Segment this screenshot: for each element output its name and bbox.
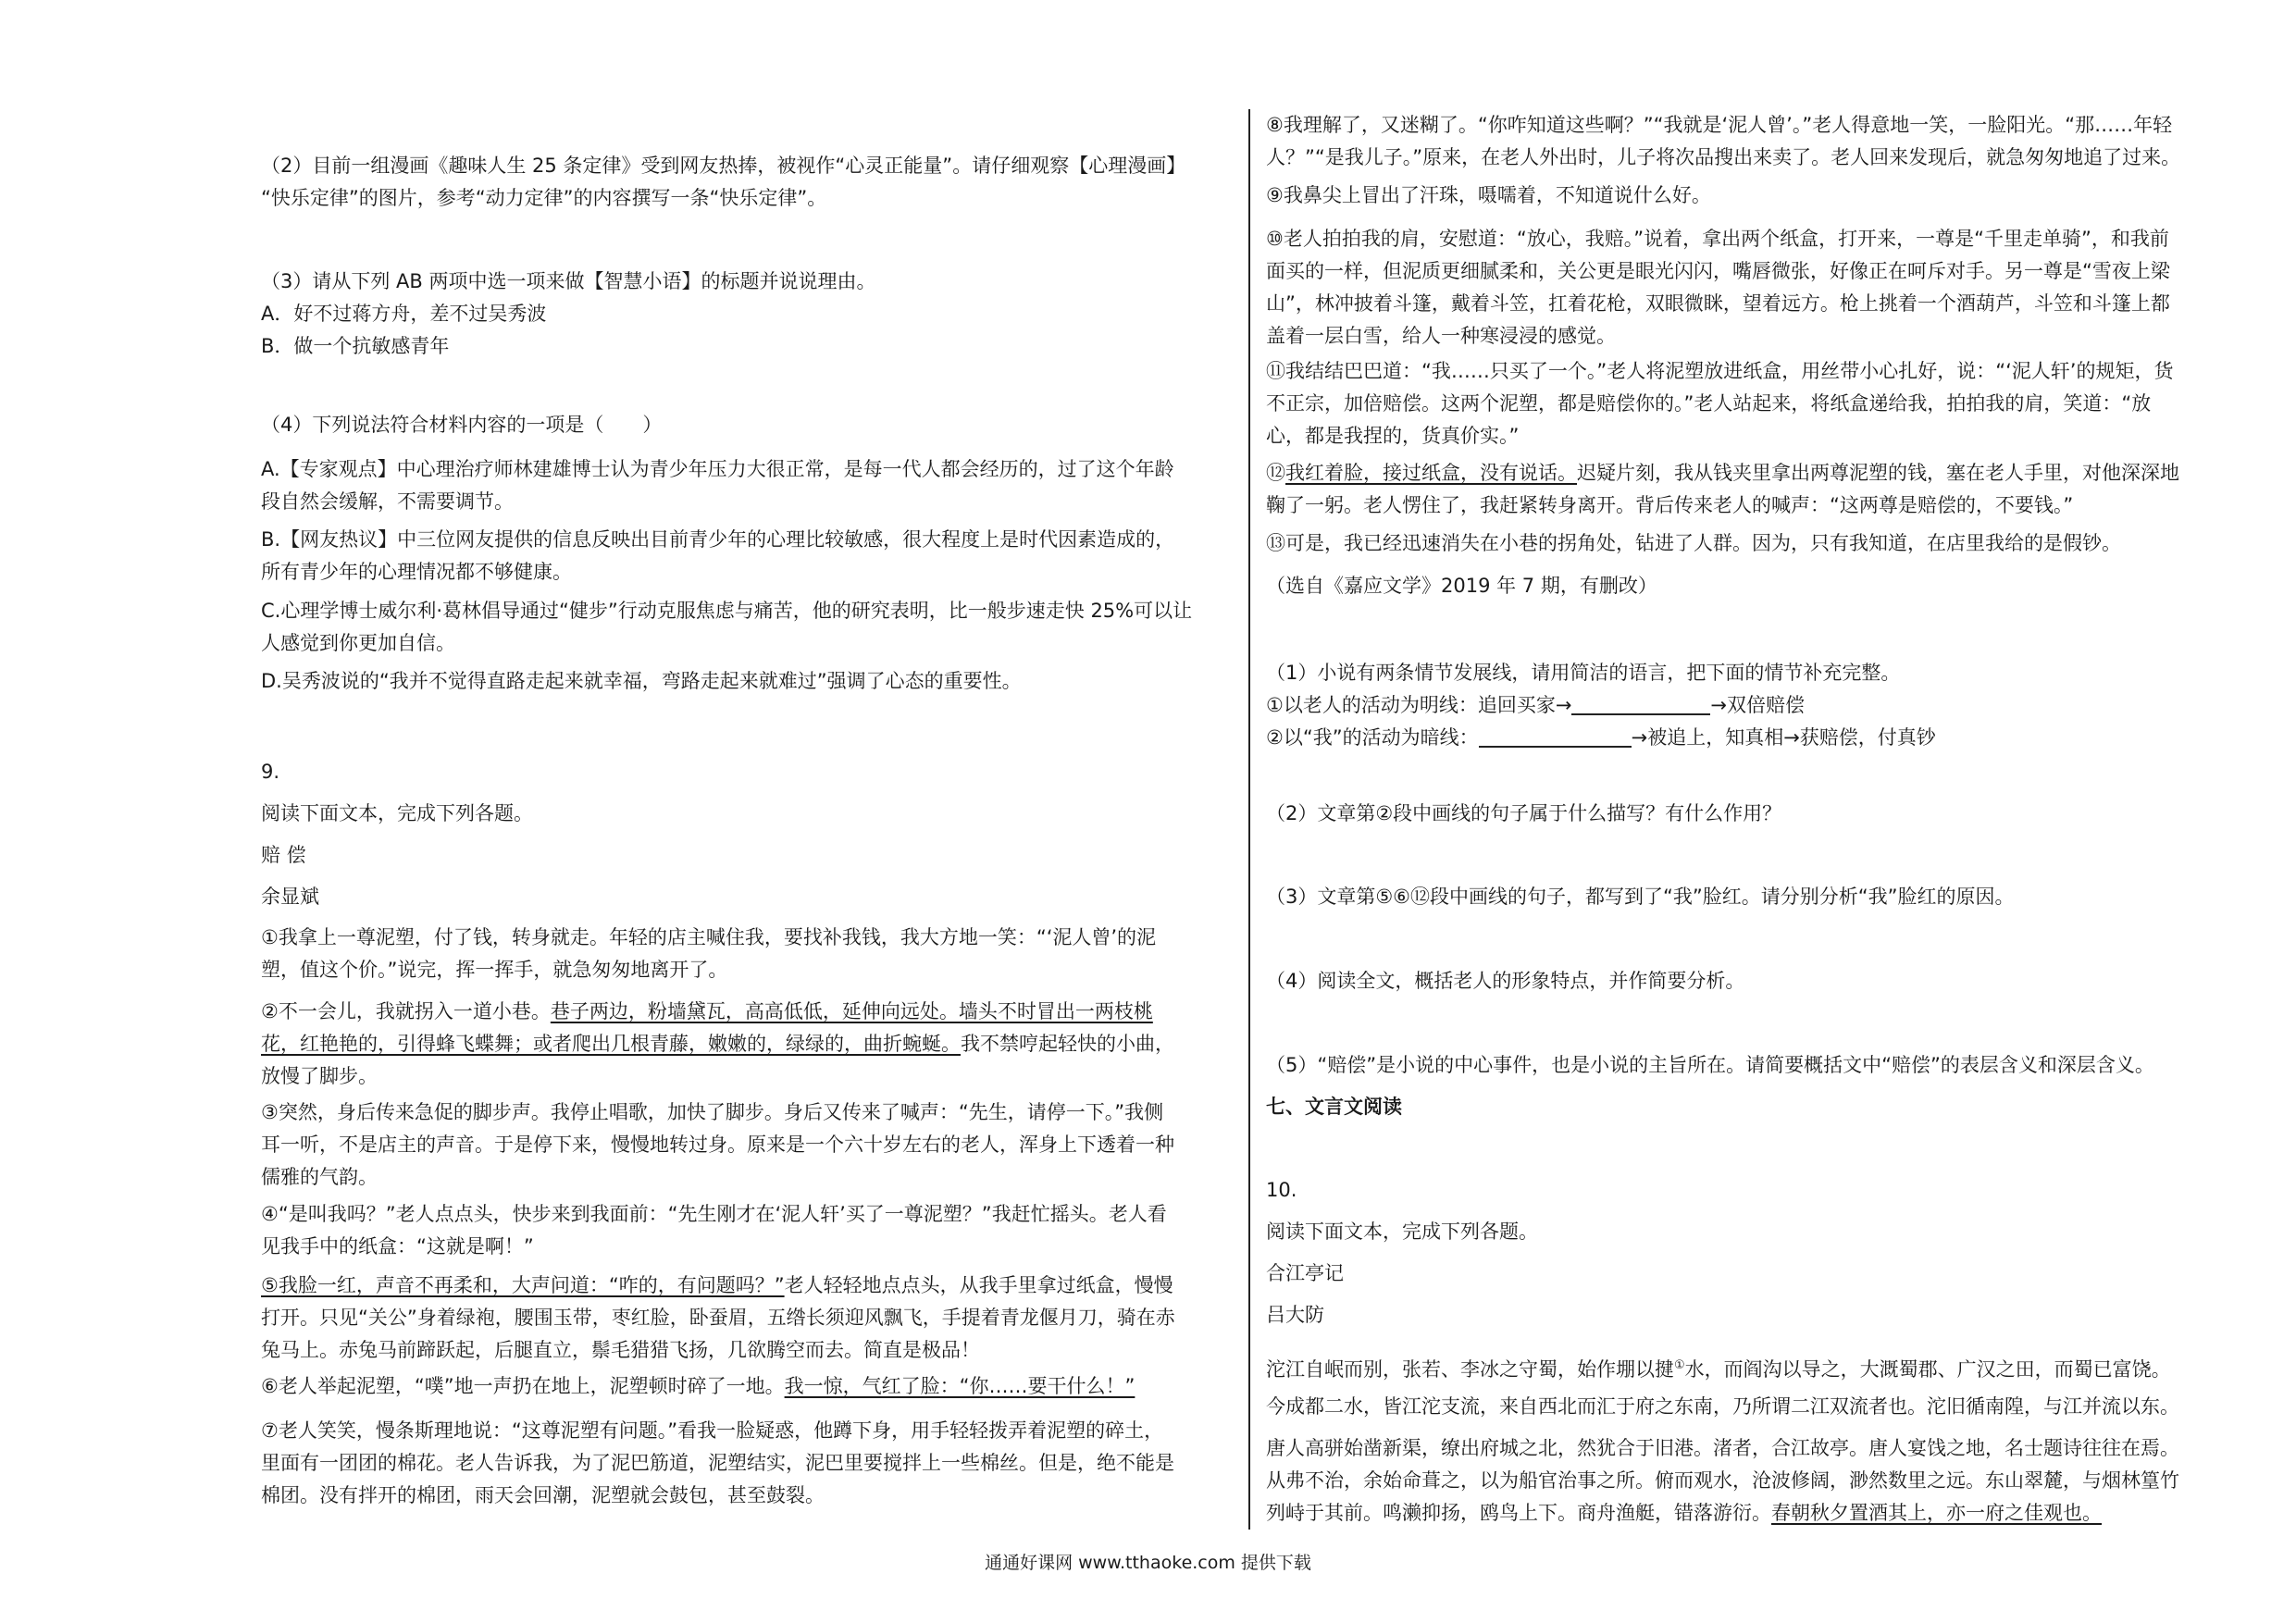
underlined-sentence: 我一惊，气红了脸：“你……要干什么！” [784, 1375, 1136, 1397]
reading-instruction: 阅读下面文本，完成下列各题。 [1266, 1220, 1538, 1243]
section-heading: 七、文言文阅读 [1266, 1096, 1402, 1118]
question-3: （3）请从下列 AB 两项中选一项来做【智慧小语】的标题并说说理由。 A．好不过蒋方舟，差不过吴秀波 B．做一个抗敏感青年 [261, 266, 1228, 363]
paragraph-5: ⑤我脸一红，声音不再柔和，大声问道：“咋的，有问题吗？”老人轻轻地点点头，从我手里拿过纸盒，慢慢 打开。只见“关公”身着绿袍，腰围玉带，枣红脸，卧蚕眉，五绺长须迎风飘飞，手提着青龙偃月刀，骑在赤 兔马上。赤兔马前蹄跃起，后腿直立，鬃毛猎猎飞扬，几欲腾空而去。简直是极品！ [261, 1274, 1175, 1361]
question-2: （2）目前一组漫画《趣味人生 25 条定律》受到网友热捧，被视作“心灵正能量”。请仔细观察【心理漫画】 “快乐定律”的图片，参考“动力定律”的内容撰写一条“快乐定律”。 [261, 155, 1186, 209]
classical-paragraph-1: 沱江自岷而别，张若、李冰之守蜀，始作堋以揵①水，而阎沟以导之，大溉蜀郡、广汉之田，而蜀已富饶。 [1266, 1358, 2171, 1381]
question-4: （4）阅读全文，概括老人的形象特点，并作简要分析。 [1266, 970, 1745, 992]
paragraph-10: ⑩老人拍拍我的肩，安慰道：“放心，我赔。”说着，拿出两个纸盒，打开来，一尊是“千里走单骑”，和我前 面买的一样，但泥质更细腻柔和，关公更是眼光闪闪，嘴唇微张，好像正在呵斥对手。另一尊是“雪夜上梁 山”，林冲披着斗篷，戴着斗笠，扛着花枪，双眼微眯，望着远方。枪上挑着一个酒葫芦，斗笠和斗篷上都 盖着一层白雪，给人一种寒浸浸的感觉。 [1266, 228, 2170, 347]
classical-title: 合江亭记 [1266, 1262, 1344, 1284]
paragraph-13: ⑬可是，我已经迅速消失在小巷的拐角处，钻进了人群。因为，只有我知道，在店里我给的是假钞。 [1266, 532, 2121, 554]
paragraph-11: ⑪我结结巴巴道：“我……只买了一个。”老人将泥塑放进纸盒，用丝带小心扎好，说：“‘泥人轩’的规矩，货 不正宗，加倍赔偿。这两个泥塑，都是赔偿你的。”老人站起来，将纸盒递给我，拍拍我的肩，笑道：“放 心，都是我捏的，货真价实。” [1266, 360, 2174, 447]
classical-paragraph-2: 今成都二水，皆江沱支流，来自西北而汇于府之东南，乃所谓二江双流者也。沱旧循南隍，与江并流以东。 [1266, 1395, 2179, 1418]
paragraph-12: ⑫我红着脸，接过纸盒，没有说话。迟疑片刻，我从钱夹里拿出两尊泥塑的钱，塞在老人手里，对他深深地 鞠了一躬。老人愣住了，我赶紧转身离开。背后传来老人的喊声：“这两尊是赔偿的，不要钱。” [1266, 462, 2179, 516]
question-4-option-d: D.吴秀波说的“我并不觉得直路走起来就幸福，弯路走起来就难过”强调了心态的重要性。 [261, 670, 1022, 692]
question-2: （2）文章第②段中画线的句子属于什么描写？有什么作用？ [1266, 802, 1782, 824]
question-4-option-c: C.心理学博士威尔利·葛林倡导通过“健步”行动克服焦虑与痛苦，他的研究表明，比一般步速走快 25%可以让 人感觉到你更加自信。 [261, 600, 1193, 654]
paragraph-4: ④“是叫我吗？”老人点点头，快步来到我面前：“先生刚才在‘泥人轩’买了一尊泥塑？”我赶忙摇头。老人看 见我手中的纸盒：“这就是啊！” [261, 1203, 1167, 1258]
underlined-sentence: 春朝秋夕置酒其上，亦一府之佳观也。 [1771, 1502, 2102, 1524]
underlined-sentence: ⑤我脸一红，声音不再柔和，大声问道：“咋的，有问题吗？” [261, 1274, 785, 1296]
story-author: 余显斌 [261, 886, 319, 908]
question-5: （5）“赔偿”是小说的中心事件，也是小说的主旨所在。请简要概括文中“赔偿”的表层含义和深层含义。 [1266, 1054, 2154, 1076]
underlined-sentence: 我红着脸，接过纸盒，没有说话。 [1285, 462, 1577, 484]
classical-author: 吕大防 [1266, 1304, 1324, 1326]
classical-paragraph-3: 唐人高骈始凿新渠，缭出府城之北，然犹合于旧港。渚者，合江故亭。唐人宴饯之地，名士题诗往往在焉。 从弗不治，余始命葺之，以为船官治事之所。俯而观水，沧波修阔，渺然数里之远。东山翠麓，与烟林篁竹 列峙于其前。鸣濑抑扬，鸥鸟上下。商舟渔艇，错落游衍。春朝秋夕置酒其上，亦一府之佳观也。 [1266, 1437, 2179, 1524]
question-number-10: 10. [1266, 1179, 1297, 1201]
answer-blank [1479, 725, 1632, 748]
paragraph-7: ⑦老人笑笑，慢条斯理地说：“这尊泥塑有问题。”看我一脸疑惑，他蹲下身，用手轻轻拨弄着泥塑的碎土， 里面有一团团的棉花。老人告诉我，为了泥巴筋道，泥塑结实，泥巴里要搅拌上一些棉丝。但是，绝不能是 棉团。没有拌开的棉团，雨天会回潮，泥塑就会鼓包，甚至鼓裂。 [261, 1419, 1174, 1506]
paragraph-9: ⑨我鼻尖上冒出了汗珠，嗫嚅着，不知道说什么好。 [1266, 184, 1711, 206]
page-footer: 通通好课网 www.tthaoke.com 提供下载 [985, 1553, 1311, 1573]
option-b: B．做一个抗敏感青年 [261, 335, 450, 357]
underlined-sentence: 花，红艳艳的，引得蜂飞蝶舞；或者爬出几根青藤，嫩嫩的，绿绿的，曲折蜿蜒。 [261, 1033, 961, 1055]
paragraph-8: ⑧我理解了，又迷糊了。“你咋知道这些啊？”“我就是‘泥人曾’。”老人得意地一笑，一脸阳光。“那……年轻 人？”“是我儿子。”原来，在老人外出时，儿子将次品搜出来卖了。老人回来发现后，就急匆匆地追了过来。 [1266, 114, 2181, 168]
question-1: （1）小说有两条情节发展线，请用简洁的语言，把下面的情节补充完整。 ①以老人的活动为明线：追回买家→ →双倍赔偿 ②以“我”的活动为暗线： →被追上，知真相→获赔偿，付真钞 [1266, 662, 1936, 749]
footnote-marker: ① [1674, 1358, 1685, 1372]
question-4-option-a: A.【专家观点】中心理治疗师林建雄博士认为青少年压力大很正常，是每一代人都会经历的，过了这个年龄 段自然会缓解，不需要调节。 [261, 458, 1174, 513]
story-title: 赔 偿 [261, 844, 306, 866]
question-number-9: 9. [261, 761, 280, 783]
source-note: （选自《嘉应文学》2019 年 7 期，有删改） [1266, 575, 1657, 597]
answer-blank [1571, 693, 1710, 715]
question-4: （4）下列说法符合材料内容的一项是（ ） [261, 414, 663, 436]
reading-instruction: 阅读下面文本，完成下列各题。 [261, 802, 533, 824]
paragraph-6: ⑥老人举起泥塑，“噗”地一声扔在地上，泥塑顿时碎了一地。我一惊，气红了脸：“你……要干什么！” [261, 1375, 1136, 1397]
question-3: （3）文章第⑤⑥⑫段中画线的句子，都写到了“我”脸红。请分别分析“我”脸红的原因。 [1266, 886, 2015, 908]
question-4-option-b: B.【网友热议】中三位网友提供的信息反映出目前青少年的心理比较敏感，很大程度上是时代因素造成的， 所有青少年的心理情况都不够健康。 [261, 528, 1175, 583]
paragraph-2: ②不一会儿，我就拐入一道小巷。巷子两边，粉墙黛瓦，高高低低，延伸向远处。墙头不时冒出一两枝桃 花，红艳艳的，引得蜂飞蝶舞；或者爬出几根青藤，嫩嫩的，绿绿的，曲折蜿蜒。我不禁哼起轻快的小曲， 放慢了脚步。 [261, 1000, 1174, 1087]
underlined-sentence: 巷子两边，粉墙黛瓦，高高低低，延伸向远处。墙头不时冒出一两枝桃 [550, 1000, 1153, 1022]
option-a: A．好不过蒋方舟，差不过吴秀波 [261, 303, 547, 325]
column-divider [1248, 109, 1250, 1530]
paragraph-1: ①我拿上一尊泥塑，付了钱，转身就走。年轻的店主喊住我，要找补我钱，我大方地一笑：“‘泥人曾’的泥 塑，值这个价。”说完，挥一挥手，就急匆匆地离开了。 [261, 926, 1157, 981]
paragraph-3: ③突然，身后传来急促的脚步声。我停止唱歌，加快了脚步。身后又传来了喊声：“先生，请停一下。”我侧 耳一听，不是店主的声音。于是停下来，慢慢地转过身。原来是一个六十岁左右的老人，浑身上下透着一种 儒雅的气韵。 [261, 1101, 1174, 1188]
